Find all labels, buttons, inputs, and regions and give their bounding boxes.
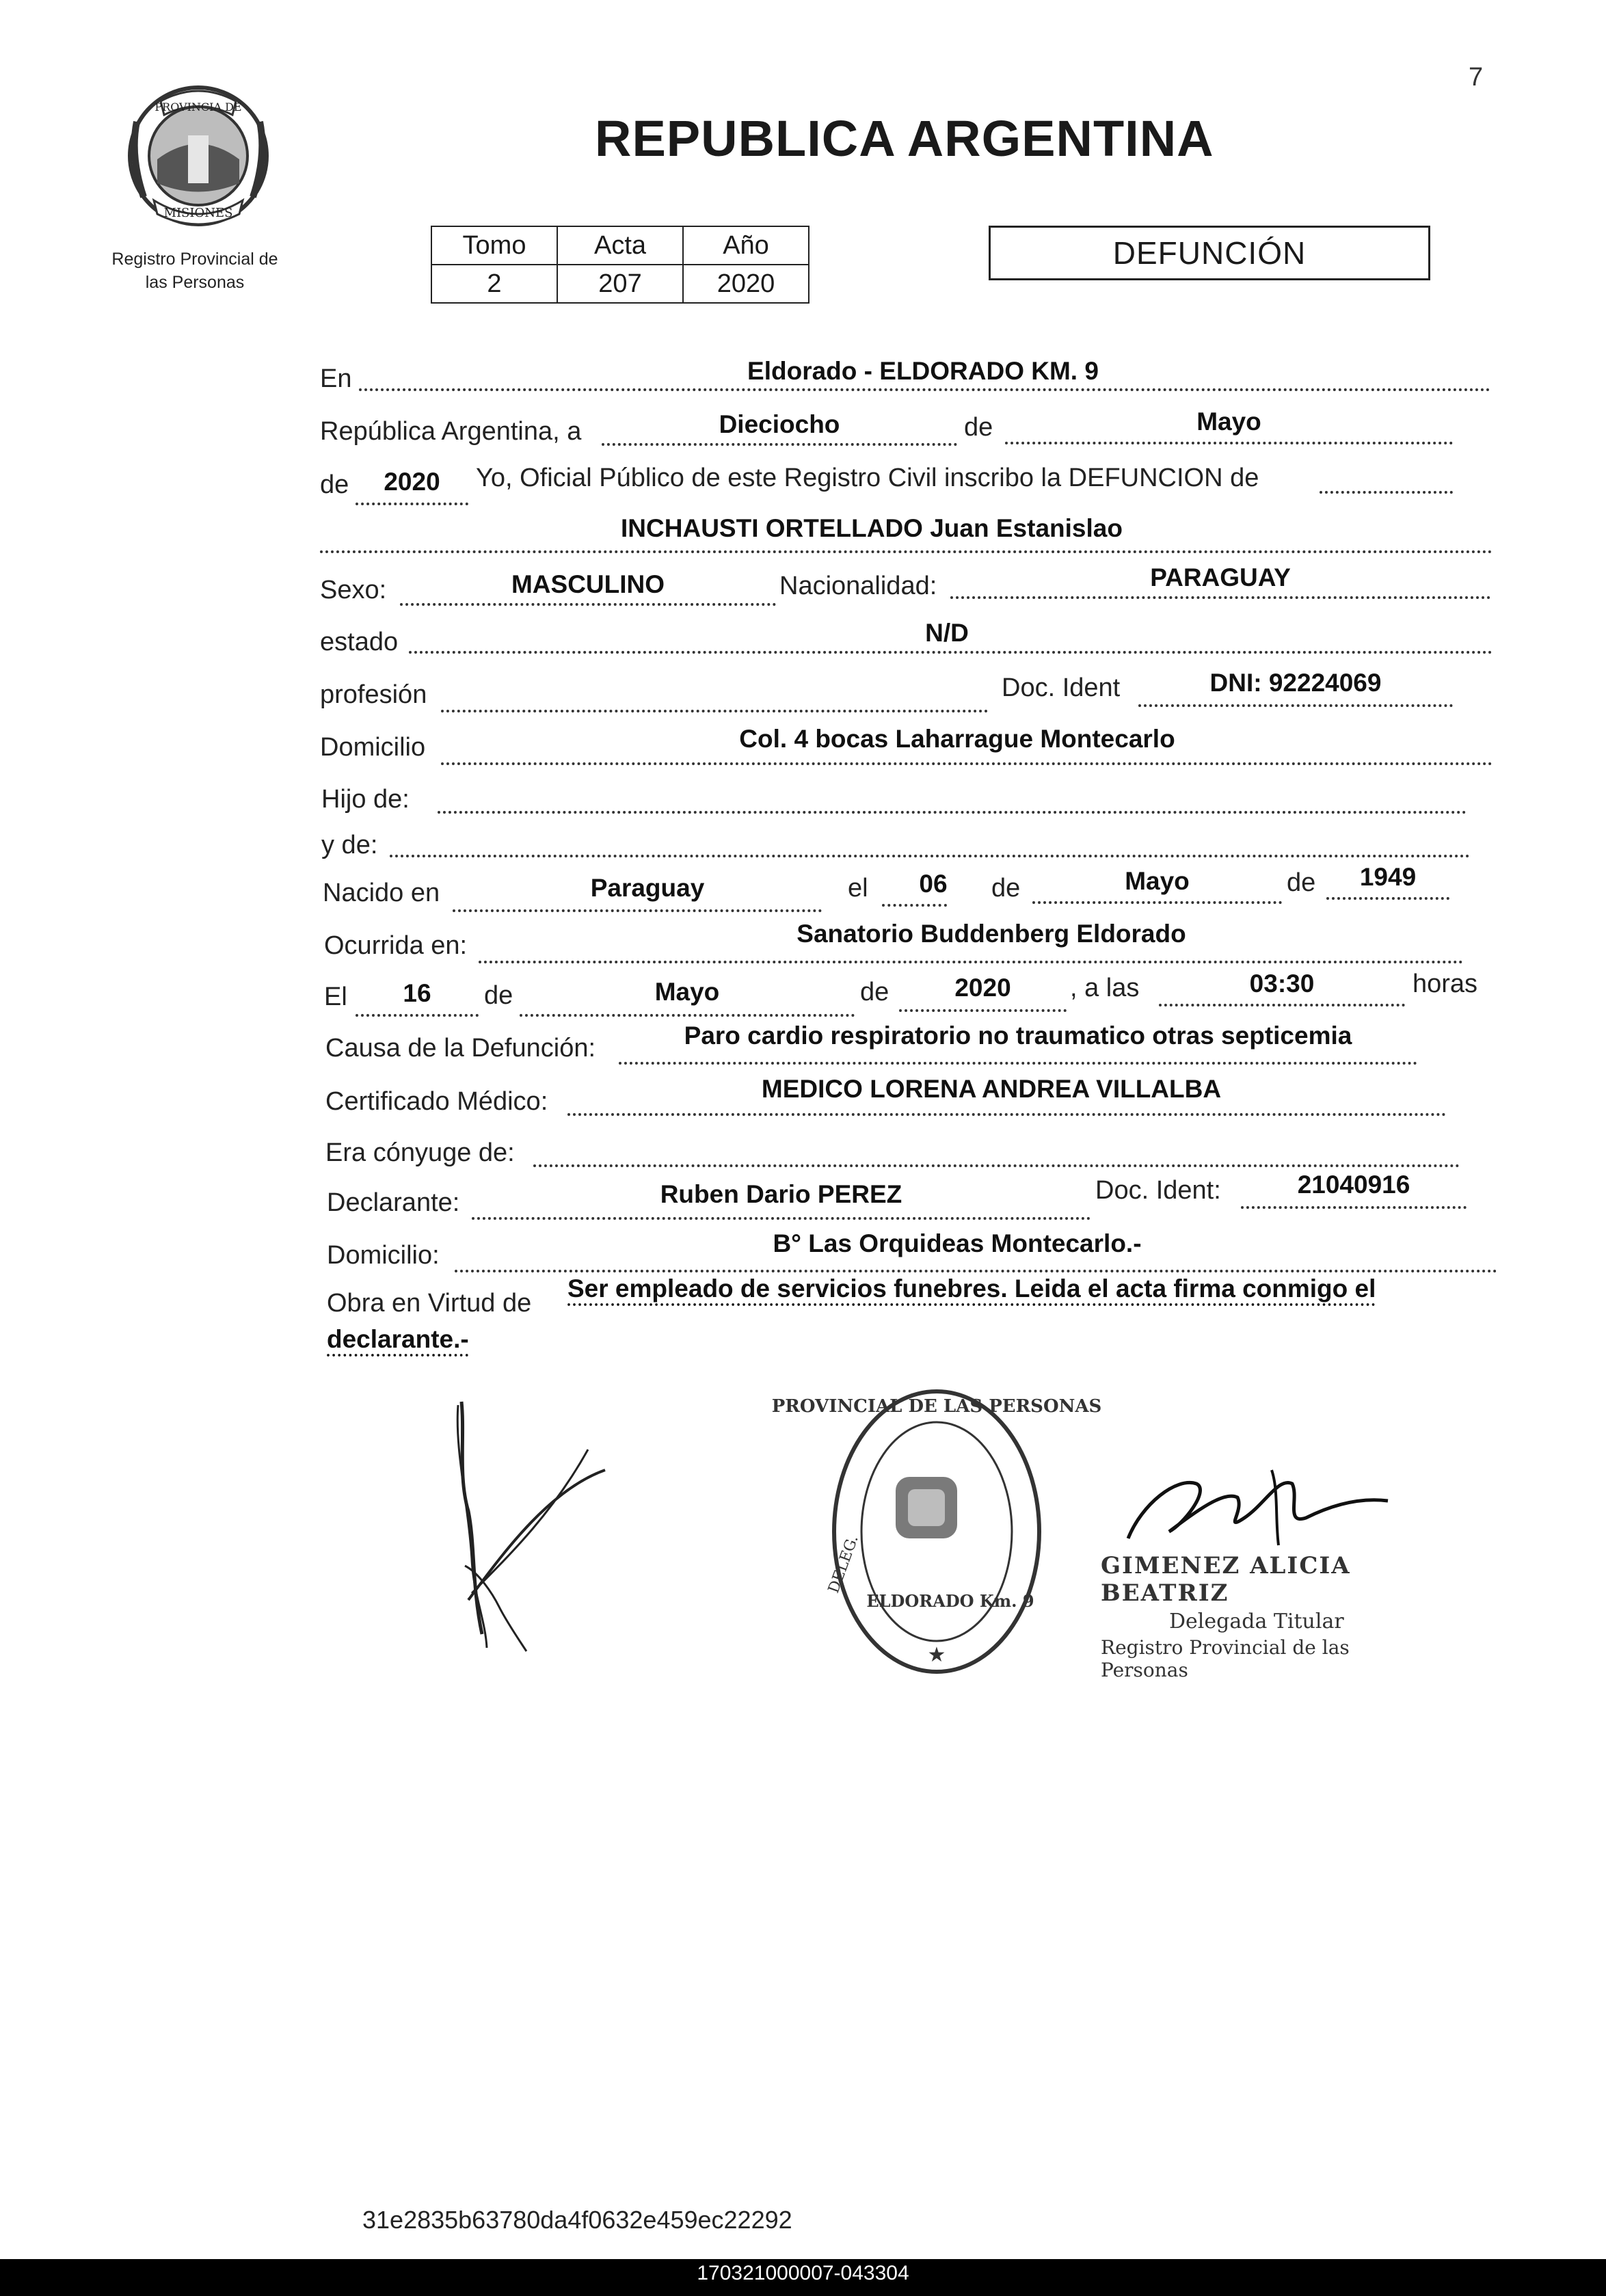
de-label: de xyxy=(964,413,993,442)
month-line xyxy=(1005,442,1453,444)
sexo-value: MASCULINO xyxy=(511,570,665,598)
official-name: GIMENEZ ALICIA BEATRIZ xyxy=(1101,1552,1351,1607)
estado-line xyxy=(409,651,1493,654)
decl-doc-line xyxy=(1241,1206,1467,1209)
year-prefix-label: de xyxy=(320,470,349,499)
nacionalidad-value: PARAGUAY xyxy=(1150,563,1291,591)
death-month: Mayo xyxy=(654,978,720,1006)
nacido-value: Paraguay xyxy=(590,874,705,902)
stamp-top-text: PROVINCIAL DE LAS PERSONAS xyxy=(771,1396,1102,1417)
time-line xyxy=(1159,1004,1405,1006)
page-number: 7 xyxy=(1469,63,1484,92)
year-value: 2020 xyxy=(384,468,440,496)
decl-doc-label: Doc. Ident: xyxy=(1095,1176,1221,1205)
republica-label: República Argentina, a xyxy=(320,417,582,446)
en-value: Eldorado - ELDORADO KM. 9 xyxy=(747,357,1099,385)
horas-label: horas xyxy=(1413,970,1478,998)
yo-line xyxy=(1320,491,1453,494)
nacionalidad-line xyxy=(950,596,1490,599)
document-hash: 31e2835b63780da4f0632e459ec22292 xyxy=(362,2206,792,2234)
day-words: Dieciocho xyxy=(719,410,840,438)
hijo-label: Hijo de: xyxy=(321,785,410,814)
yde-label: y de: xyxy=(321,831,378,859)
death-time: 03:30 xyxy=(1249,970,1315,998)
profesion-line xyxy=(441,710,988,712)
deceased-name: INCHAUSTI ORTELLADO Juan Estanislao xyxy=(621,514,1123,542)
en-line xyxy=(359,388,1490,391)
book-reference-table xyxy=(431,226,809,304)
alas-label: , a las xyxy=(1070,974,1140,1002)
registry-label xyxy=(82,248,308,294)
tomo-header: Tomo xyxy=(431,226,557,265)
hijo-line xyxy=(438,811,1467,814)
obra-label: Obra en Virtud de xyxy=(327,1289,532,1318)
decl-doc-value: 21040916 xyxy=(1297,1171,1410,1199)
birth-day: 06 xyxy=(919,870,948,898)
stamp-left-text: DELEG. xyxy=(825,1533,862,1596)
day-line xyxy=(602,443,957,446)
profesion-label: profesión xyxy=(320,680,427,709)
yo-text: Yo, Oficial Público de este Registro Civil inscribo la DEFUNCION de xyxy=(476,464,1259,492)
doc-value: DNI: 92224069 xyxy=(1209,669,1382,697)
death-month-line xyxy=(520,1014,855,1017)
nacido-line xyxy=(453,909,822,912)
seal-text-bottom: MISIONES xyxy=(163,206,233,220)
doc-label: Doc. Ident xyxy=(1002,673,1121,702)
birth-month: Mayo xyxy=(1125,867,1190,895)
nacido-label: Nacido en xyxy=(323,879,440,907)
yde-line xyxy=(390,855,1470,857)
official-block xyxy=(1101,1552,1443,1681)
certificado-value: MEDICO LORENA ANDREA VILLALBA xyxy=(761,1075,1222,1103)
causa-value: Paro cardio respiratorio no traumatico otras septicemia xyxy=(684,1022,1352,1050)
birth-day-line xyxy=(882,904,947,907)
nacionalidad-label: Nacionalidad: xyxy=(779,572,937,600)
anio-value: 2020 xyxy=(683,265,809,303)
stamp-star-icon: ★ xyxy=(927,1644,946,1666)
conyuge-line xyxy=(533,1164,1460,1167)
declarante-label: Declarante: xyxy=(327,1188,460,1217)
official-office: Registro Provincial de las Personas xyxy=(1101,1636,1350,1681)
birth-de1-label: de xyxy=(991,874,1021,903)
year-line xyxy=(356,503,468,505)
en-label: En xyxy=(320,364,352,393)
death-year-line xyxy=(899,1009,1067,1012)
anio-header: Año xyxy=(683,226,809,265)
decl-domicilio-value: B° Las Orquideas Montecarlo.- xyxy=(773,1229,1142,1257)
tomo-value: 2 xyxy=(431,265,557,303)
domicilio-line xyxy=(441,762,1493,765)
stamp-bottom-text: ELDORADO Km. 9 xyxy=(866,1591,1034,1611)
causa-line xyxy=(619,1062,1417,1065)
conyuge-label: Era cónyuge de: xyxy=(325,1138,515,1167)
registry-label-line2: las Personas xyxy=(145,273,245,292)
obra-line1: Ser empleado de servicios funebres. Leida el acta firma conmigo el xyxy=(567,1274,1376,1303)
acta-value: 207 xyxy=(557,265,683,303)
death-de2-label: de xyxy=(860,978,889,1006)
name-line xyxy=(320,550,1493,553)
seal-text-top: PROVINCIA DE xyxy=(155,101,242,114)
official-signature xyxy=(1114,1463,1402,1545)
domicilio-label: Domicilio xyxy=(320,733,426,762)
month-value: Mayo xyxy=(1196,408,1261,436)
official-stamp xyxy=(771,1374,1102,1689)
birth-month-line xyxy=(1032,901,1282,904)
death-year: 2020 xyxy=(954,974,1011,1002)
death-day-line xyxy=(356,1014,479,1017)
declarante-line xyxy=(472,1217,1090,1220)
el-label: el xyxy=(848,874,868,903)
death-de1-label: de xyxy=(484,981,513,1010)
ocurrida-value: Sanatorio Buddenberg Eldorado xyxy=(797,920,1186,948)
domicilio-value: Col. 4 bocas Laharrague Montecarlo xyxy=(739,725,1175,753)
ocurrida-line xyxy=(479,961,1463,963)
estado-value: N/D xyxy=(925,619,969,647)
estado-label: estado xyxy=(320,628,399,656)
declarante-value: Ruben Dario PEREZ xyxy=(660,1180,902,1208)
official-role: Delegada Titular xyxy=(1169,1610,1344,1633)
death-day: 16 xyxy=(403,979,431,1007)
causa-label: Causa de la Defunción: xyxy=(325,1034,596,1063)
declarant-signature xyxy=(431,1395,622,1655)
footer-code: 170321000007-043304 xyxy=(697,2262,909,2284)
decl-domicilio-line xyxy=(455,1270,1497,1272)
birth-year: 1949 xyxy=(1359,863,1417,891)
record-type-box: DEFUNCIÓN xyxy=(989,226,1430,280)
sexo-line xyxy=(400,603,776,606)
acta-header: Acta xyxy=(557,226,683,265)
certificado-line xyxy=(567,1113,1446,1116)
ocurrida-label: Ocurrida en: xyxy=(324,931,468,960)
sexo-label: Sexo: xyxy=(320,576,387,604)
province-seal xyxy=(123,81,273,235)
doc-line xyxy=(1138,704,1453,707)
birth-year-line xyxy=(1326,897,1449,900)
obra-line2: declarante.- xyxy=(327,1325,469,1353)
registry-label-line1: Registro Provincial de xyxy=(111,250,278,269)
decl-domicilio-label: Domicilio: xyxy=(327,1241,440,1270)
page-title: REPUBLICA ARGENTINA xyxy=(595,110,1214,167)
birth-de2-label: de xyxy=(1287,868,1316,897)
el2-label: El xyxy=(324,983,347,1011)
certificado-label: Certificado Médico: xyxy=(325,1087,548,1116)
